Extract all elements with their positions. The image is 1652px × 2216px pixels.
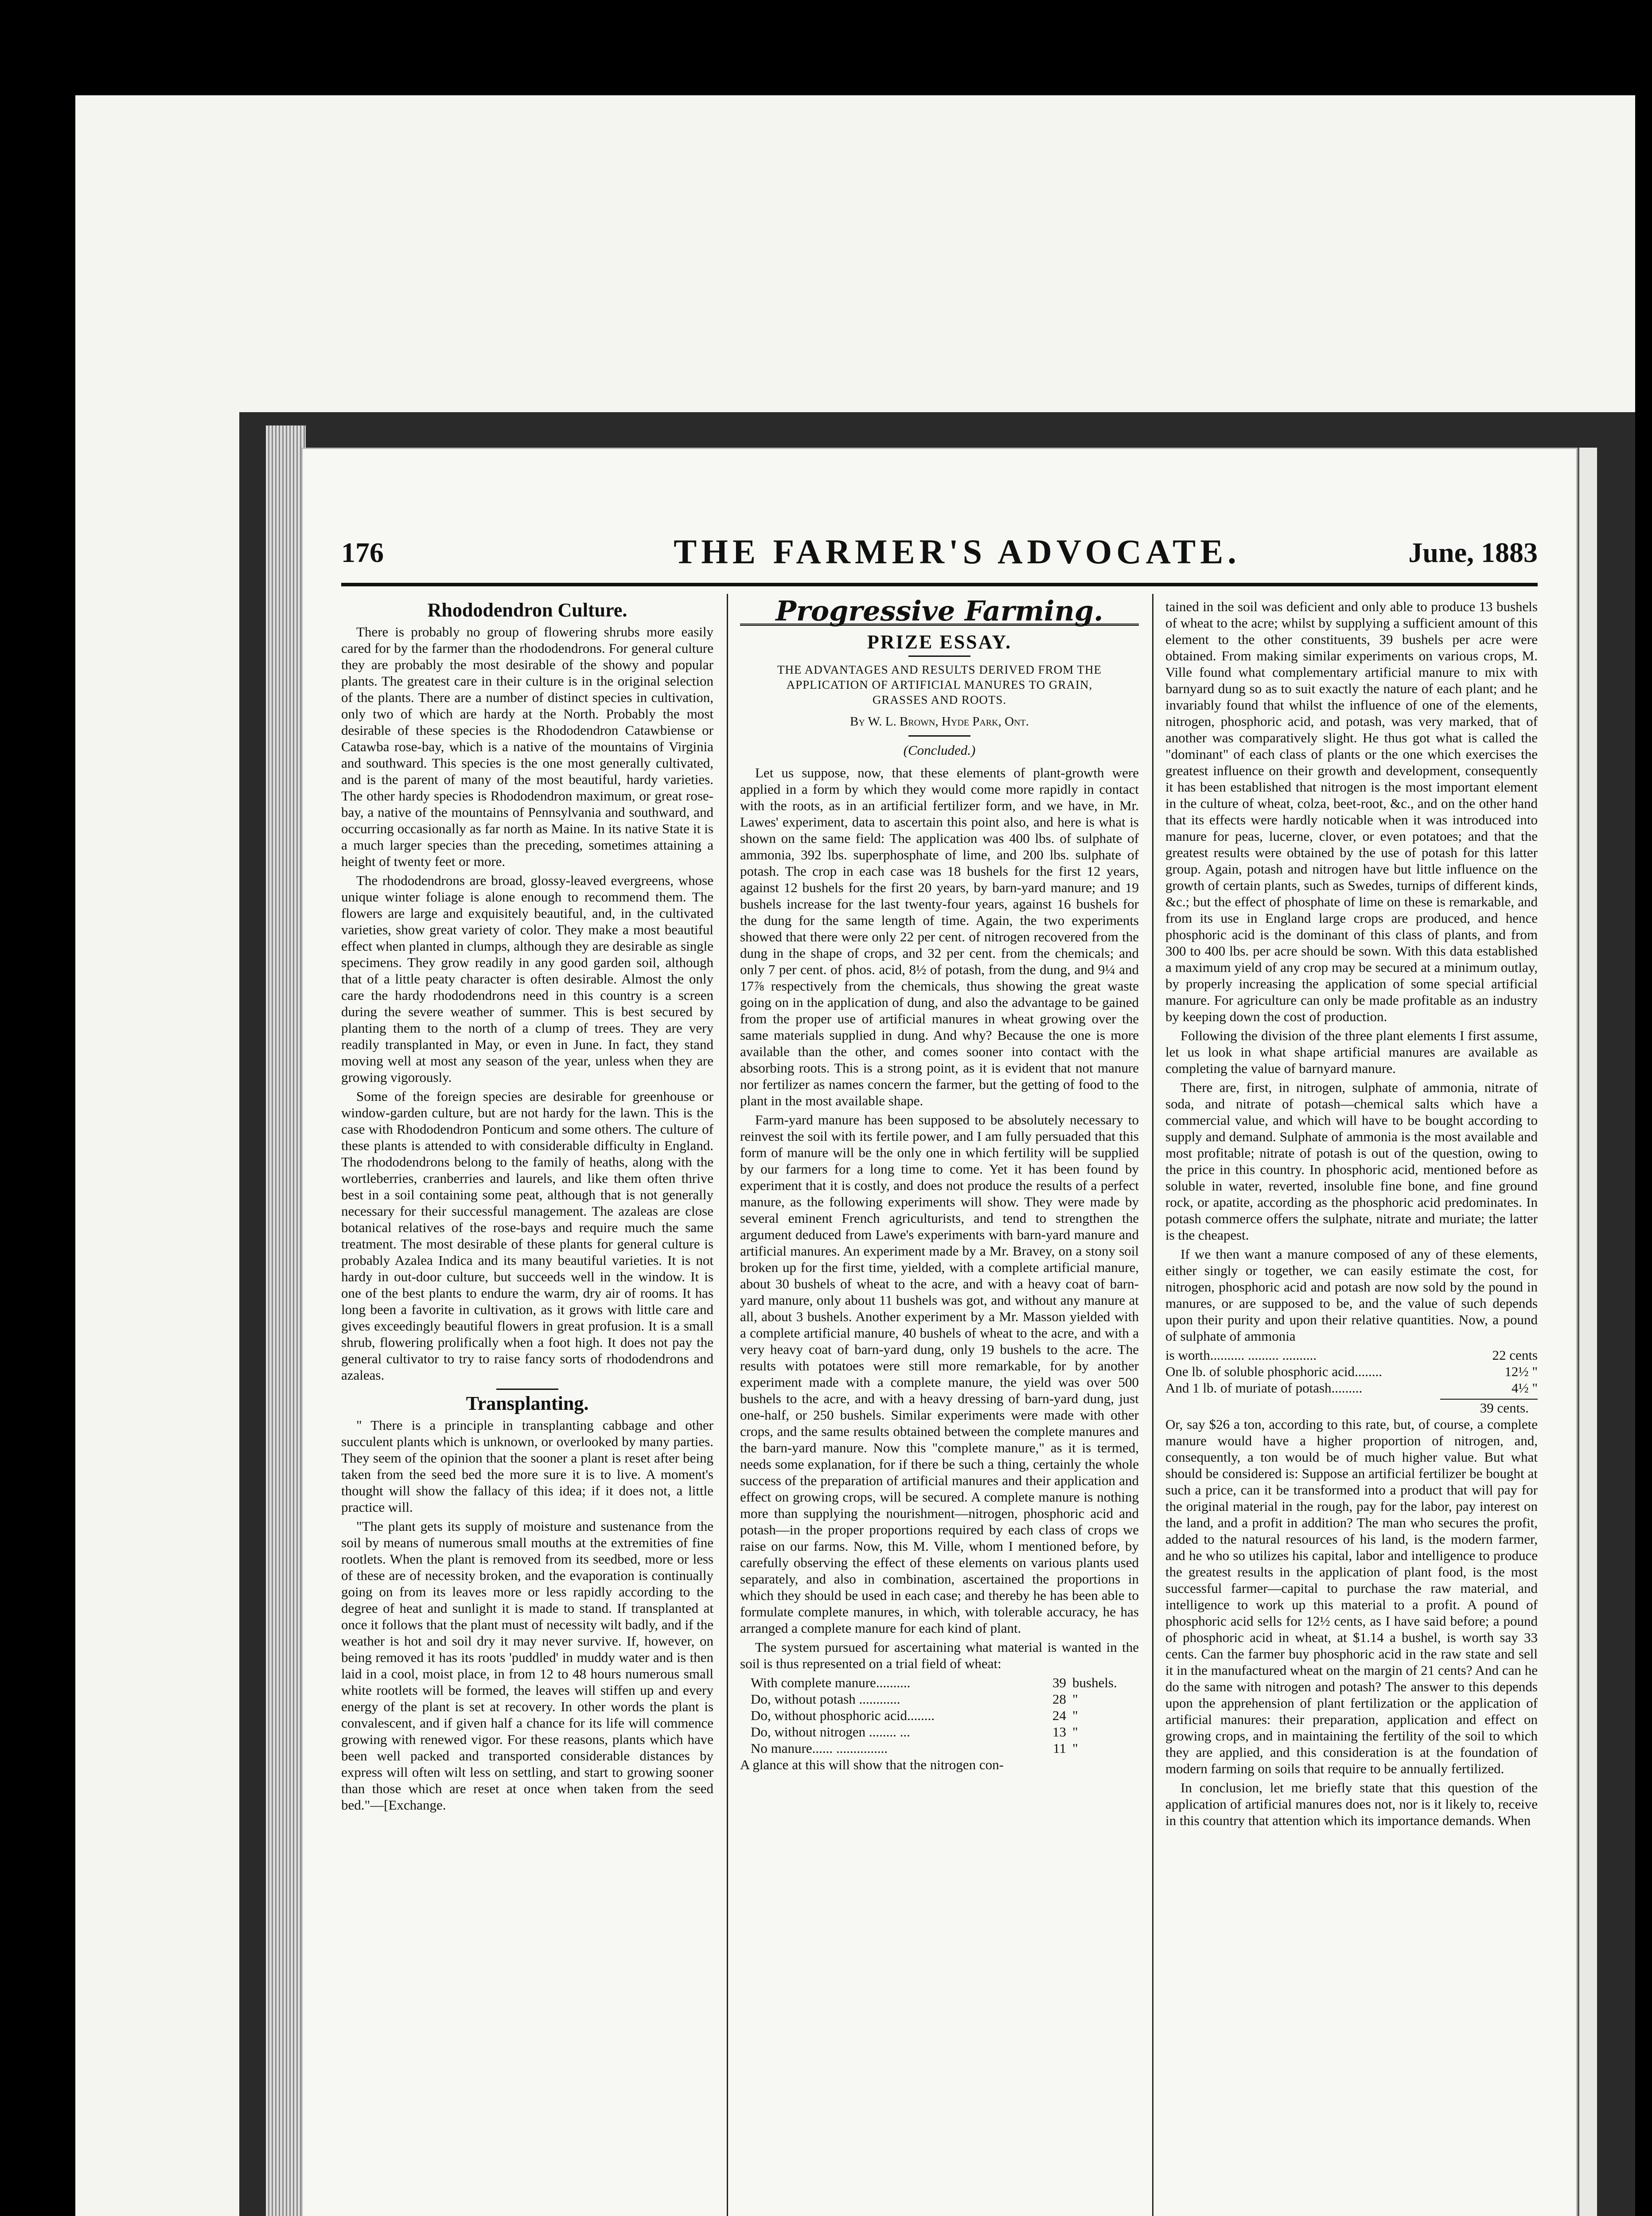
- divider: [496, 1389, 558, 1390]
- trial-table: [740, 1674, 1139, 1756]
- paragraph: " There is a principle in transplanting cabbage and other succulent plants which is unknown, or overlooked by many parties. They seem of the opinion that the sooner a plant is reset after being taken from the seed bed the more sure it is to live. A moment's thought will show the fallacy of this idea; if it does not, a little practice will.: [341, 1417, 713, 1515]
- divider: [908, 655, 970, 657]
- paragraph: Some of the foreign species are desirable for greenhouse or window-garden culture, but are not hardy for the lawn. This is the case with Rhododendron Ponticum and some others. The culture of these plants is attended to with considerable difficulty in England. The rhododendrons belong to the family of heaths, along with the wortleberries, cranberries and laurels, and like them often thrive best in a soil containing some peat, although that is not generally necessary for their successful management. The azaleas are close botanical relatives of the rose-bays and require much the same treatment. The most desirable of these plants for general culture is probably Azalea Indica and its many beautiful varieties. It is not hardy in out-door culture, but succeeds well in the window. It is one of the best plants to endure the warm, dry air of rooms. It has long been a favorite in cultivation, as it grows with little care and gives exceedingly beautiful flowers in great profusion. It is a small shrub, flowering prolifically when a foot high. It does not pay the general cultivator to try to raise fancy sorts of rhododendrons and azaleas.: [341, 1088, 713, 1383]
- cost-table: [1165, 1347, 1538, 1416]
- header-rule: [341, 583, 1538, 586]
- column-divider: [727, 594, 728, 2216]
- table-row: No manure...... ............... 11 ": [751, 1740, 1078, 1756]
- page-header: [341, 532, 1538, 572]
- paragraph: A glance at this will show that the nitrogen con-: [740, 1757, 1004, 1772]
- page-number: 176: [341, 537, 384, 568]
- issue-date: June, 1883: [1408, 537, 1538, 568]
- paragraph: The rhododendrons are broad, glossy-leaved evergreens, whose unique winter foliage is alone enough to recommend them. The flowers are large and exquisitely beautiful, and, in the cultivated varieties, show great variety of color. They make a most beautiful effect when planted in clumps, although they are desirable as single specimens. They grow readily in any good garden soil, although that of a little peaty character is often desirable. Almost the only care the hardy rhododendrons need in this country is a screen during the severe weather of summer. This is best secured by planting them to the north of a clump of trees. They are very readily transplanted in May, or even in June. In fact, they stand moving well at most any season of the year, unless when they are growing vigorously.: [341, 873, 713, 1085]
- paragraph: Let us suppose, now, that these elements of plant-growth were applied in a form by which they would come more rapidly in contact with the roots, as in an artificial fertilizer form, and we have, in Mr. Lawes' experiment, data to ascertain this point also, and here is what is shown on the same field: The application was 400 lbs. of sulphate of ammonia, 392 lbs. superphosphate of lime, and 200 lbs. sulphate of potash. The crop in each case was 18 bushels for the first 12 years, against 12 bushels for the first 20 years, by barn-yard manure; and 19 bushels increase for the last twenty-four years, against 16 bushels for the dung for the same length of time. Again, the two experiments showed that there were only 22 per cent. of nitrogen recovered from the dung in the shape of crops, and 32 per cent. from the chemicals; and only 7 per cent. of phos. acid, 8½ of potash, from the dung, and 9¼ and 17⅞ respectively from the chemicals, thus showing the great waste going on in the application of dung, and also the advantage to be gained from the proper use of artificial manures in wheat growing over the same materials supplied in dung. And why? Because the one is more available than the other, and comes sooner into contact with the absorbing roots. This is a strong point, as it is evident that not manure nor fertilizer as names concern the farmer, but the getting of food to the plant in the most available shape.: [740, 765, 1139, 1108]
- table-row: And 1 lb. of muriate of potash......... 4½ ": [1165, 1380, 1538, 1396]
- article-title: Rhododendron Culture.: [427, 599, 627, 621]
- paragraph: In conclusion, let me briefly state that this question of the application of artificial manures does not, nor is it likely to, receive in this country that attention which its importance demands. When: [1165, 1780, 1538, 1828]
- essay-subtitle: THE ADVANTAGES AND RESULTS DERIVED FROM THE APPLICATION OF ARTIFICIAL MANURES TO GRAIN, GRASSES AND ROOTS.: [777, 663, 1102, 706]
- table-row: One lb. of soluble phosphoric acid........ 12½ ": [1165, 1364, 1538, 1379]
- masthead: THE FARMER'S ADVOCATE.: [674, 532, 1241, 571]
- table-row: Do, without phosphoric acid........ 24 ": [751, 1708, 1078, 1723]
- page-edges: [266, 425, 306, 2216]
- paragraph: There is probably no group of flowering shrubs more easily cared for by the farmer than the rhododendrons. For general culture they are probably the most desirable of the showy and popular plants. The greatest care in their culture is in the original selection of the plants. There are a number of distinct species in cultivation, only two of which are hardy at the North. Probably the most desirable of these species is the Rhododendron Catawbiense or Catawba rose-bay, which is a native of the mountains of Virginia and southward. This species is the one most generally cultivated, and is the parent of many of the most beautiful, hardy varieties. The other hardy species is Rhododendron maximum, or great rose-bay, a native of the mountains of Pennsylvania and southward, and occurring occasionally as far north as Maine. In its native State it is a much larger species than the preceding, sometimes attaining a height of twenty feet or more.: [341, 624, 713, 869]
- column-divider: [1152, 594, 1153, 2216]
- paragraph: "The plant gets its supply of moisture and sustenance from the soil by means of numerous small mouths at the extremities of fine rootlets. When the plant is removed from its seedbed, more or less of these are of necessity broken, and the evaporation is continually going on from its leaves more or less rapidly according to the degree of heat and sunlight it is made to stand. If transplanted at once it follows that the plant must of necessity wilt badly, and if the weather is hot and soil dry it may never survive. If, however, on being removed it has its roots 'puddled' in muddy water and is then laid in a cool, moist place, in from 12 to 48 hours numerous small white rootlets will be formed, the leaves will stiffen up and every energy of the plant is set at recovery. In other words the plant is convalescent, and if given half a chance for its life will commence growing with renewed vigor. For these reasons, plants which have been well packed and transported considerable distances by express will often wilt less on settling, and start to growing sooner than those which are reset at once when taken from the seed bed."—[Exchange.: [341, 1518, 713, 1813]
- paragraph: If we then want a manure composed of any of these elements, either singly or together, we can easily estimate the cost, for nitrogen, phosphoric acid and potash are now sold by the pound in manures, or are supposed to be, and the value of such depends upon their purity and upon their relative quantities. Now, a pound of sulphate of ammonia: [1165, 1246, 1538, 1344]
- column-1: [341, 598, 713, 1816]
- section-title: Progressive Farming.: [740, 603, 1139, 626]
- column-2: [740, 595, 1139, 1775]
- table-row: Do, without nitrogen ........ ... 13 ": [751, 1724, 1078, 1740]
- divider: [908, 735, 970, 737]
- concluded-note: (Concluded.): [903, 742, 976, 758]
- table-row: With complete manure.......... 39 bushels.: [751, 1675, 1117, 1690]
- paragraph: Farm-yard manure has been supposed to be absolutely necessary to reinvest the soil with its fertile power, and I am fully persuaded that this form of manure will be the only one in which fertility will be supplied by our farmers for a long time to come. Yet it has been found by experiment that it is costly, and does not produce the results of a perfect manure, as the following experiments will show. They were made by several eminent French agriculturists, and tend to strengthen the argument deduced from Lawe's experiments with barn-yard manure and artificial manures. An experiment made by a Mr. Bravey, on a stony soil broken up for the first time, yielded, with a complete artificial manure, about 30 bushels of wheat to the acre, and with a heavy coat of barn-yard manure, only about 11 bushels was got, and without any manure at all, about 3 bushels. Another experiment by a Mr. Masson yielded with a complete artificial manure, 40 bushels of wheat to the acre, and with a very heavy coat of barn-yard dung, only 19 bushels to the acre. The results with potatoes were still more remarkable, for by another experiment made with a complete manure, the yield was over 500 bushels to the acre, and with a heavy dressing of barn-yard dung, just one-half, or 250 bushels. Similar experiments were made with other crops, and the same results obtained between the complete manures and the barn-yard manure. Now this "complete manure," as it is termed, needs some explanation, for if there be such a thing, certainly the whole success of the preparation of artificial manures and their application and effect on growing crops, will be secured. A complete manure is nothing more than supplying the nourishment—nitrogen, phosphoric acid and potash—in the proper proportions required by each class of crops we raise on our farms. Now, this M. Ville, whom I mentioned before, by carefully observing the effect of these elements on various plants used separately, and also in combination, ascertained the proportions in which they should be used in each case; and thereby he has been able to formulate complete manures, in which, with tolerable accuracy, he has arranged a complete manure for each kind of plant.: [740, 1112, 1139, 1636]
- newspaper-page: [301, 448, 1578, 2216]
- paragraph: The system pursued for ascertaining what material is wanted in the soil is thus represented on a trial field of wheat:: [740, 1639, 1139, 1671]
- table-row: Do, without potash ............ 28 ": [751, 1691, 1078, 1707]
- paragraph: There are, first, in nitrogen, sulphate of ammonia, nitrate of soda, and nitrate of potash—chemical salts which have a commercial value, and which will have to be bought according to supply and demand. Sulphate of ammonia is the most available and most profitable; nitrate of potash is out of the question, owing to the price in this country. In phosphoric acid, mentioned before as soluble in water, reverted, insoluble fine bone, and fine ground rock, or apatite, according as the phosphoric acid predominates. In potash commerce offers the sulphate, nitrate and muriate; the latter is the cheapest.: [1165, 1080, 1538, 1243]
- article-title: Transplanting.: [466, 1393, 589, 1414]
- cost-total: 39 cents.: [1440, 1399, 1538, 1416]
- paragraph: Following the division of the three plant elements I first assume, let us look in what shape artificial manures are available as completing the value of barnyard manure.: [1165, 1028, 1538, 1076]
- table-row: is worth.......... ......... .......... 22 cents: [1165, 1347, 1538, 1363]
- paragraph: tained in the soil was deficient and only able to produce 13 bushels of wheat to the acre; whilst by supplying a sufficient amount of this element to the other constituents, 39 bushels per acre were obtained. From making similar experiments on various crops, M. Ville found what complementary artificial manure to mix with barnyard dung so as to suit exactly the nature of each plant; and he invariably found that whilst the influence of one of the elements, nitrogen, phosphoric acid, and potash, was very marked, that of another was comparatively slight. He thus got what is called the "dominant" of each class of plants or the one which exercises the greatest influence on their growth and development, consequently it has been established that nitrogen is the most important element in the culture of wheat, colza, beet-root, &c., and on the other hand that its effects were hardly noticable when it was introduced into manure for peas, lucerne, clover, or even potatoes; and that the greatest results were obtained by the use of potash for this latter group. Again, potash and nitrogen have but little influence on the growth of certain plants, such as Swedes, turnips of different kinds, &c.; but the effect of phosphate of lime on these is remarkable, and from its use in England large crops are produced, and hence phosphoric acid is the dominant of this class of plants, and from 300 to 400 lbs. per acre should be sown. With this data established a maximum yield of any crop may be secured at a minimum outlay, by properly increasing the application of some special artificial manure. For agriculture can only be made profitable as an industry by keeping down the cost of production.: [1165, 599, 1538, 1024]
- column-3: [1165, 598, 1538, 1831]
- byline: By W. L. Brown, Hyde Park, Ont.: [850, 714, 1029, 729]
- essay-title: PRIZE ESSAY.: [867, 631, 1012, 653]
- page-right-edge: [1578, 448, 1597, 2216]
- paragraph: Or, say $26 a ton, according to this rate, but, of course, a complete manure would have a higher proportion of nitrogen, and, consequently, a ton would be of much higher value. But what should be considered is: Suppose an artificial fertilizer be bought at such a price, can it be transformed into a product that will pay for the original material in the rough, pay for the labor, pay interest on the land, and a profit in addition? The man who secures the profit, added to the natural resources of his land, is the modern farmer, and he who so utilizes his capital, labor and intelligence to produce the greatest results in the application of plant food, is the most successful farmer—capital to purchase the raw material, and intelligence to work up this material to a profit. A pound of phosphoric acid sells for 12½ cents, as I have said before; a pound of phosphoric acid in wheat, at $1.14 a bushel, is worth say 33 cents. Can the farmer buy phosphoric acid in the raw state and sell it in the manufactured wheat on the margin of 21 cents? And can he do the same with nitrogen and potash? The answer to this depends upon the apprehension of plant fertilization or the application of artificial manures: their preparation, application and effect on growing crops, and in maintaining the fertility of the soil to which they are applied, and this consideration is at the foundation of modern farming on soils that require to be annually fertilized.: [1165, 1416, 1538, 1776]
